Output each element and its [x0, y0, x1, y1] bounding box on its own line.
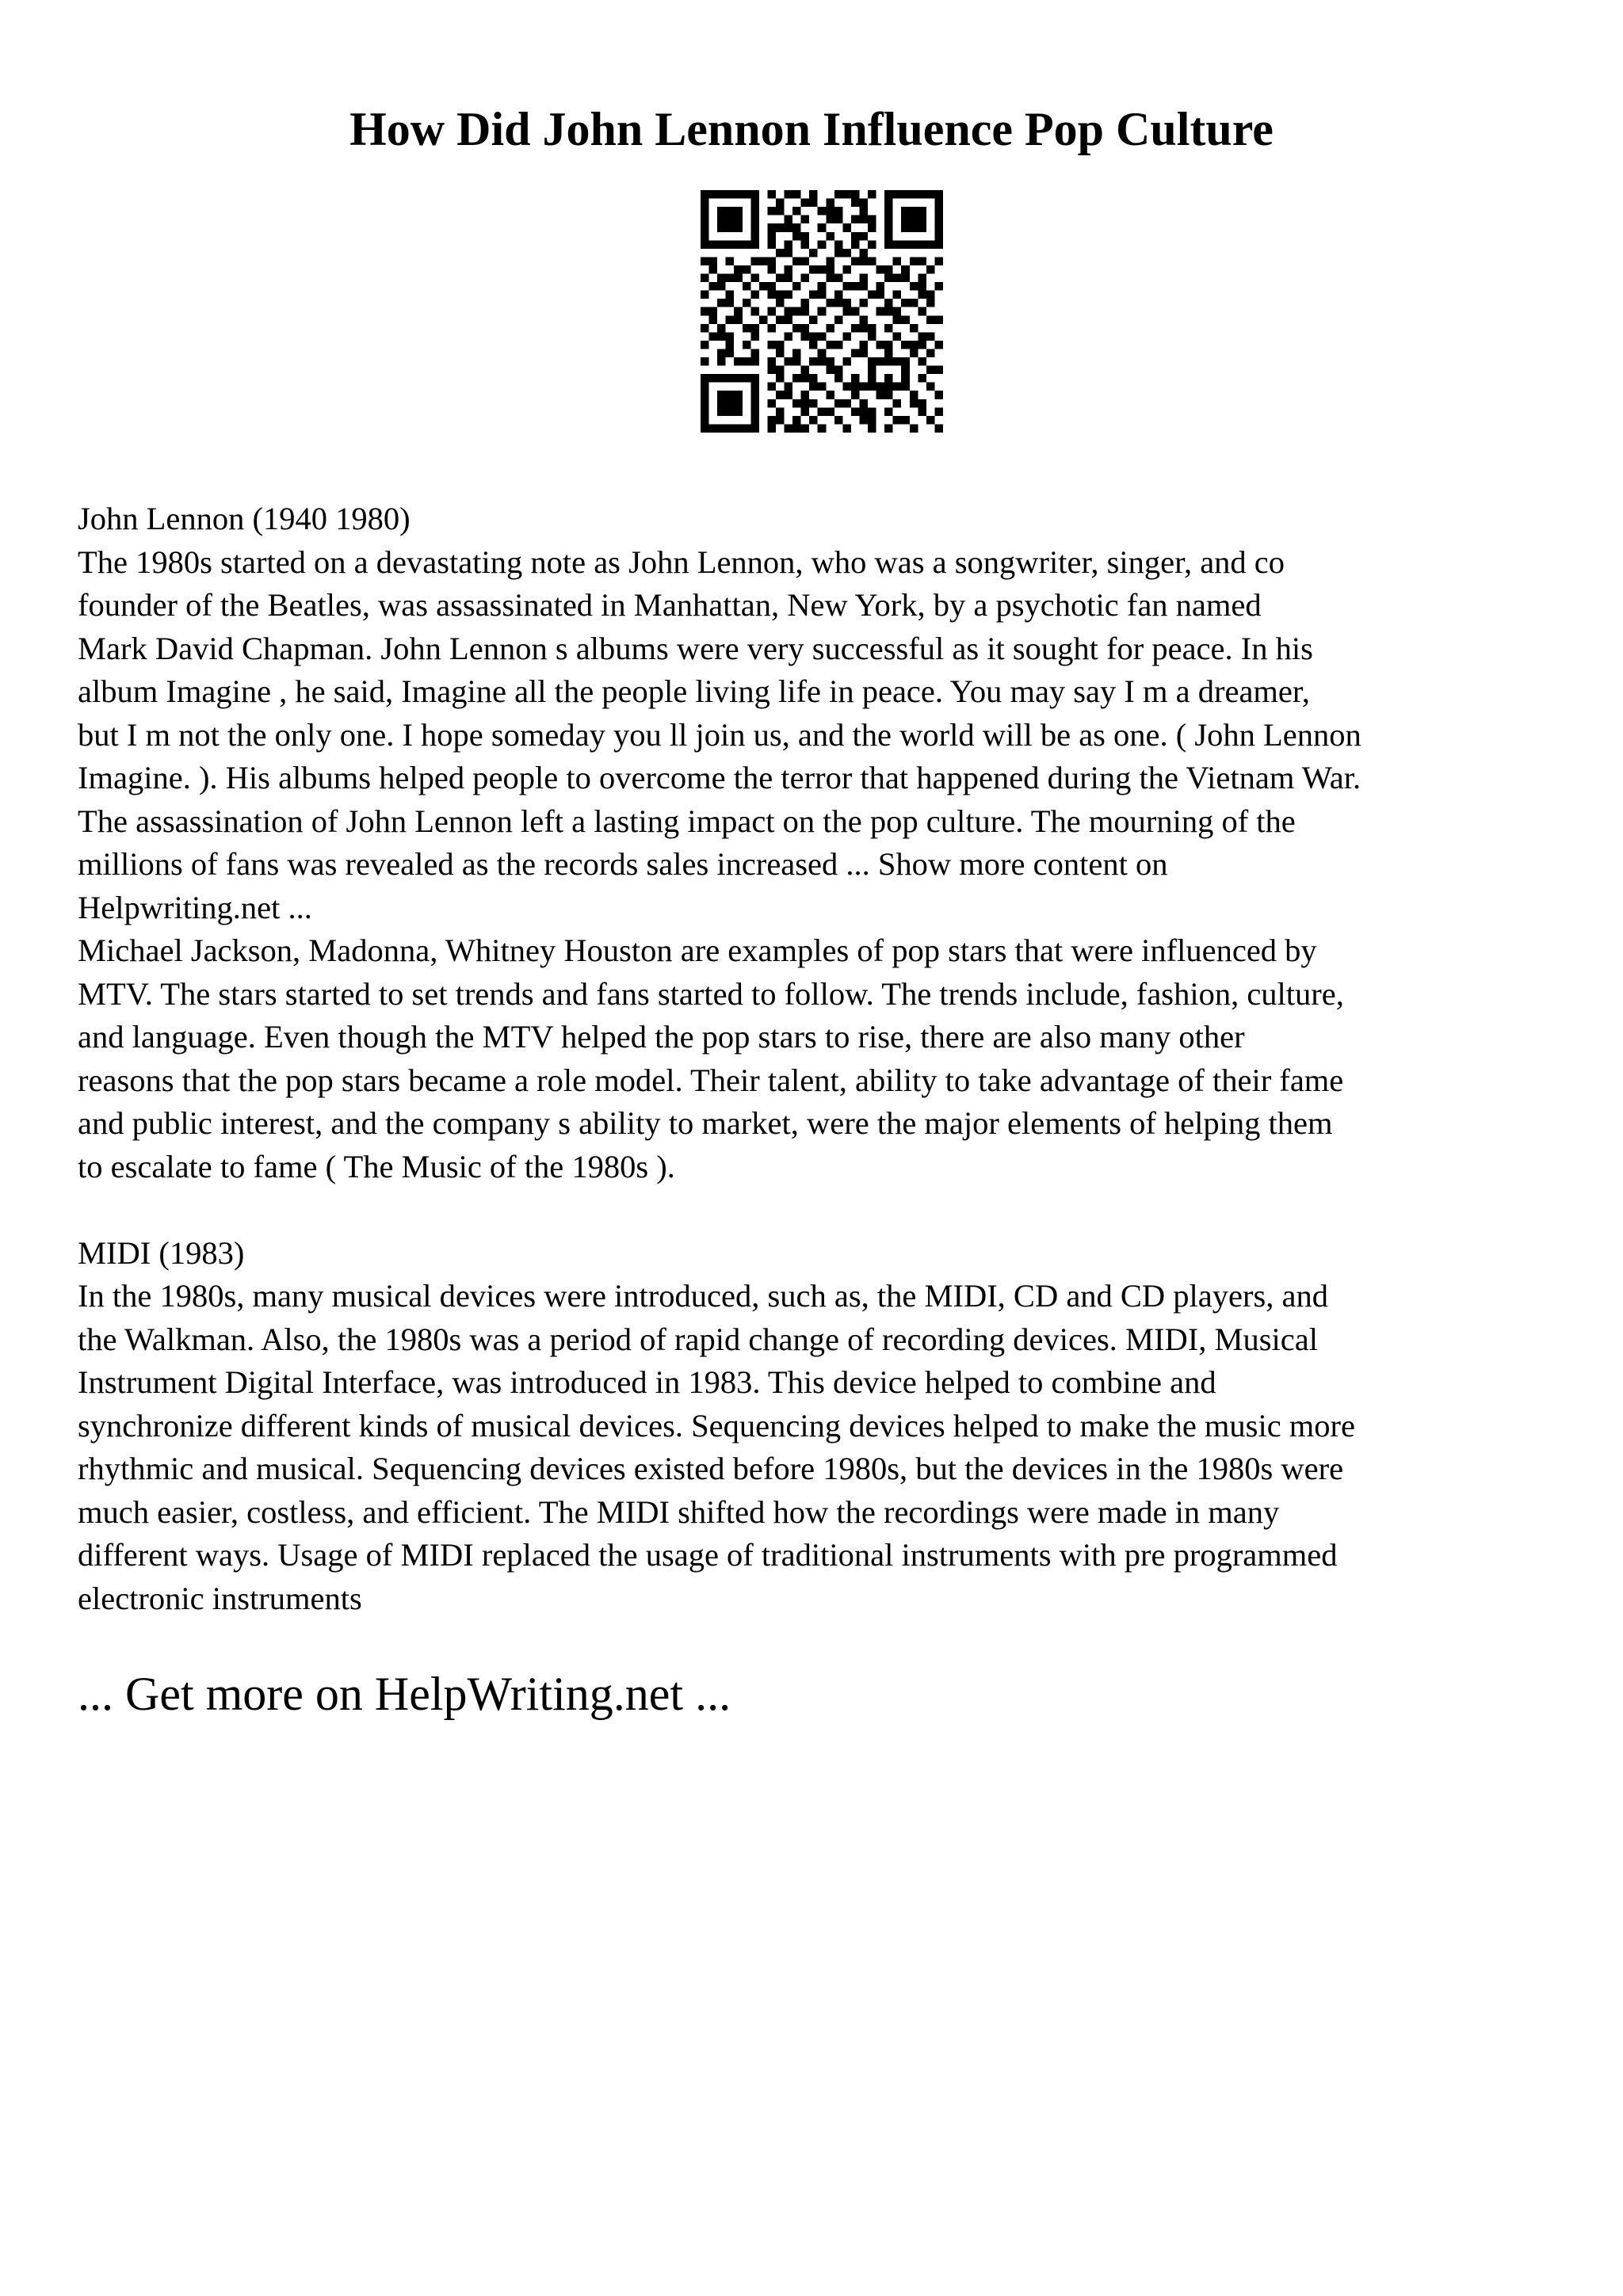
get-more-link[interactable]: ... Get more on HelpWriting.net ... — [78, 1668, 731, 1720]
paragraph-line: rhythmic and musical. Sequencing devices existed before 1980s, but the devices in the 1980s were — [78, 1451, 1344, 1486]
section-midi — [78, 1232, 1568, 1621]
paragraph-line: and public interest, and the company s ability to market, were the major elements of helping them — [78, 1105, 1333, 1141]
paragraph-line: the Walkman. Also, the 1980s was a period of rapid change of recording devices. MIDI, Musical — [78, 1321, 1318, 1357]
paragraph-line: founder of the Beatles, was assassinated in Manhattan, New York, by a psychotic fan named — [78, 587, 1262, 623]
paragraph-line: Instrument Digital Interface, was introduced in 1983. This device helped to combine and — [78, 1364, 1216, 1400]
paragraph-line: Helpwriting.net ... — [78, 889, 312, 925]
section-john-lennon — [78, 498, 1568, 1188]
paragraph-line: In the 1980s, many musical devices were introduced, such as, the MIDI, CD and CD players, and — [78, 1278, 1328, 1314]
section-heading: MIDI (1983) — [78, 1234, 245, 1271]
paragraph-line: Mark David Chapman. John Lennon s albums were very successful as it sought for peace. In his — [78, 630, 1313, 666]
paragraph-line: synchronize different kinds of musical devices. Sequencing devices helped to make the music more — [78, 1407, 1356, 1444]
section-heading: John Lennon (1940 1980) — [78, 501, 411, 536]
paragraph-line: electronic instruments — [78, 1580, 362, 1616]
paragraph-line: and language. Even though the MTV helped the pop stars to rise, there are also many other — [78, 1019, 1245, 1055]
paragraph-line: to escalate to fame ( The Music of the 1980s ). — [78, 1148, 675, 1184]
paragraph-gap — [78, 1188, 1568, 1232]
paragraph-line: Michael Jackson, Madonna, Whitney Houston are examples of pop stars that were influenced by — [78, 933, 1317, 968]
paragraph-line: different ways. Usage of MIDI replaced the usage of traditional instruments with pre programmed — [78, 1537, 1338, 1573]
paragraph-line: MTV. The stars started to set trends and fans started to follow. The trends include, fashion, culture, — [78, 975, 1344, 1012]
paragraph-line: The 1980s started on a devastating note as John Lennon, who was a songwriter, singer, and co — [78, 543, 1285, 580]
page-title: How Did John Lennon Influence Pop Culture — [349, 103, 1274, 155]
paragraph-line: reasons that the pop stars became a role model. Their talent, ability to take advantage of their fame — [78, 1062, 1344, 1098]
paragraph-line: much easier, costless, and efficient. The MIDI shifted how the recordings were made in many — [78, 1493, 1280, 1530]
document-body — [78, 498, 1568, 1620]
paragraph-line: album Imagine , he said, Imagine all the people living life in peace. You may say I m a dreamer, — [78, 673, 1310, 709]
paragraph-line: The assassination of John Lennon left a lasting impact on the pop culture. The mourning of the — [78, 803, 1296, 839]
paragraph-line: millions of fans was revealed as the records sales increased ... Show more content on — [78, 846, 1168, 882]
paragraph-line: but I m not the only one. I hope someday you ll join us, and the world will be as one. ( John Lennon — [78, 716, 1361, 753]
qr-code-icon[interactable] — [701, 190, 943, 433]
paragraph-line: Imagine. ). His albums helped people to overcome the terror that happened during the Vietnam War. — [78, 760, 1361, 795]
